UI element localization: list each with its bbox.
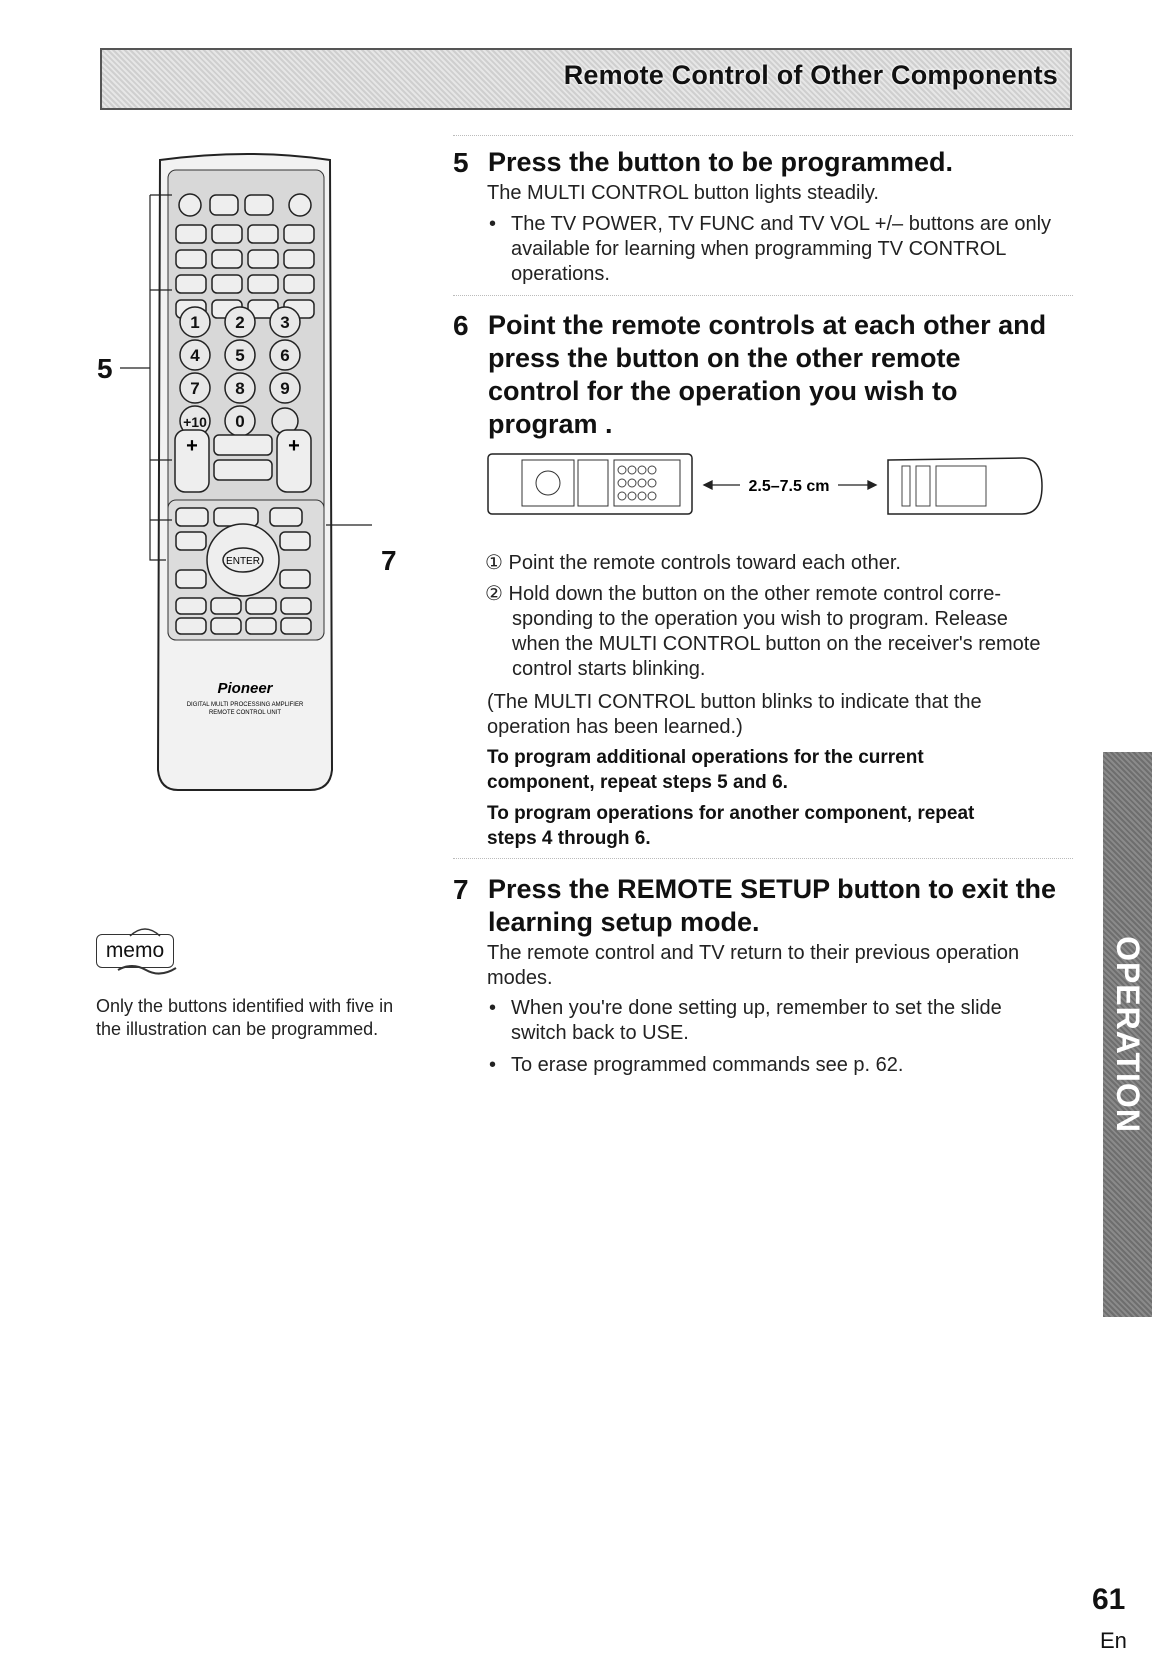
step6-item2-line1: Hold down the button on the other remote control corre-: [508, 583, 1001, 605]
callout-7-label: 7: [381, 545, 397, 576]
numkey-0: 0: [235, 412, 245, 431]
numkey-9: 9: [280, 379, 290, 398]
step6-item1-text: Point the remote controls toward each other.: [508, 552, 901, 574]
step6-item2: [485, 582, 1075, 682]
step7-title-line1: Press the REMOTE SETUP button to exit the: [488, 874, 1057, 904]
memo-text: [96, 995, 426, 1041]
step7-body-line2: modes.: [487, 967, 553, 989]
section-header-bar: [100, 48, 1072, 110]
separator-step7: [453, 858, 1073, 859]
step6-item1-mark: ①: [485, 552, 503, 574]
step7-bullet1: [485, 996, 1002, 1046]
step6-title-line3: control for the operation you wish to: [488, 376, 958, 406]
step6-note1-line1: To program additional operations for the current: [487, 747, 924, 768]
step6-item2-line2: sponding to the operation you wish to program. Release: [512, 608, 1008, 630]
numkey-2: 2: [235, 313, 245, 332]
step6-paren: [487, 690, 982, 740]
step6-item2-mark: ②: [485, 583, 503, 605]
numkey-5: 5: [235, 346, 245, 365]
step6-note1-line2: component, repeat steps 5 and 6.: [487, 772, 788, 793]
remote-brand: Pioneer: [217, 680, 273, 697]
svg-text:+: +: [186, 435, 198, 457]
numkey-7: 7: [190, 379, 200, 398]
step7-number: 7: [453, 874, 469, 905]
memo-line1: Only the buttons identified with five in: [96, 996, 394, 1016]
numkey-1: 1: [190, 313, 200, 332]
step6-paren-line1: (The MULTI CONTROL button blinks to indicate that the: [487, 691, 982, 713]
callout-5-label: 5: [97, 353, 113, 384]
numkey-plus10: +10: [183, 414, 207, 430]
numkey-3: 3: [280, 313, 290, 332]
step7-bullet1-line1: • When you're done setting up, remember to set the slide: [511, 997, 1002, 1019]
step6-number: 6: [453, 310, 469, 341]
step7-title-line2: learning setup mode.: [488, 907, 760, 937]
step6-item1: [485, 551, 901, 576]
step6-title-line1: Point the remote controls at each other and: [488, 310, 1047, 340]
step6-item2-line4: control starts blinking.: [512, 658, 706, 680]
numkey-6: 6: [280, 346, 290, 365]
separator-top: [453, 135, 1073, 136]
memo-label: memo: [96, 934, 174, 968]
remote-control-illustration: [90, 150, 420, 800]
numkey-4: 4: [190, 346, 200, 365]
page-language: En: [1100, 1628, 1127, 1653]
step5-body: The MULTI CONTROL button lights steadily.: [487, 182, 879, 204]
step6-note2-line2: steps 4 through 6.: [487, 828, 651, 849]
section-header-title: Remote Control of Other Components: [563, 60, 1058, 90]
remote-brand-sub1: DIGITAL MULTI PROCESSING AMPLIFIER: [186, 702, 304, 708]
step5-title: Press the button to be programmed.: [488, 147, 954, 177]
step7-bullet2: • To erase programmed commands see p. 62.: [485, 1053, 903, 1078]
enter-label: ENTER: [226, 556, 260, 567]
step6-note2-line1: To program operations for another component, repeat: [487, 803, 975, 824]
remotes-facing-diagram: [486, 452, 1046, 520]
step6-note2: [487, 801, 974, 851]
operation-side-tab: [1103, 752, 1152, 1317]
step6-note1: [487, 745, 924, 795]
distance-label: 2.5–7.5 cm: [748, 478, 830, 495]
step6-title-line4: program .: [488, 409, 613, 439]
step7-bullet1-line2: switch back to USE.: [511, 1022, 689, 1044]
side-tab-label: OPERATION: [1110, 936, 1147, 1133]
step6-paren-line2: operation has been learned.): [487, 716, 743, 738]
numkey-8: 8: [235, 379, 245, 398]
step7-body: [487, 941, 1019, 991]
step6-item2-line3: when the MULTI CONTROL button on the receiver's remote: [512, 633, 1041, 655]
step6-title-line2: press the button on the other remote: [488, 343, 961, 373]
page-number: 61: [1092, 1583, 1126, 1616]
step5-number: 5: [453, 147, 469, 178]
remote-brand-sub2: REMOTE CONTROL UNIT: [208, 710, 282, 716]
separator-step6: [453, 295, 1073, 296]
memo-line2: the illustration can be programmed.: [96, 1019, 379, 1039]
svg-text:+: +: [288, 435, 300, 457]
step5-bullet: • The TV POWER, TV FUNC and TV VOL +/– buttons are only available for learning when programming TV CONTROL operations.: [485, 212, 1091, 287]
step7-body-line1: The remote control and TV return to their previous operation: [487, 942, 1020, 964]
